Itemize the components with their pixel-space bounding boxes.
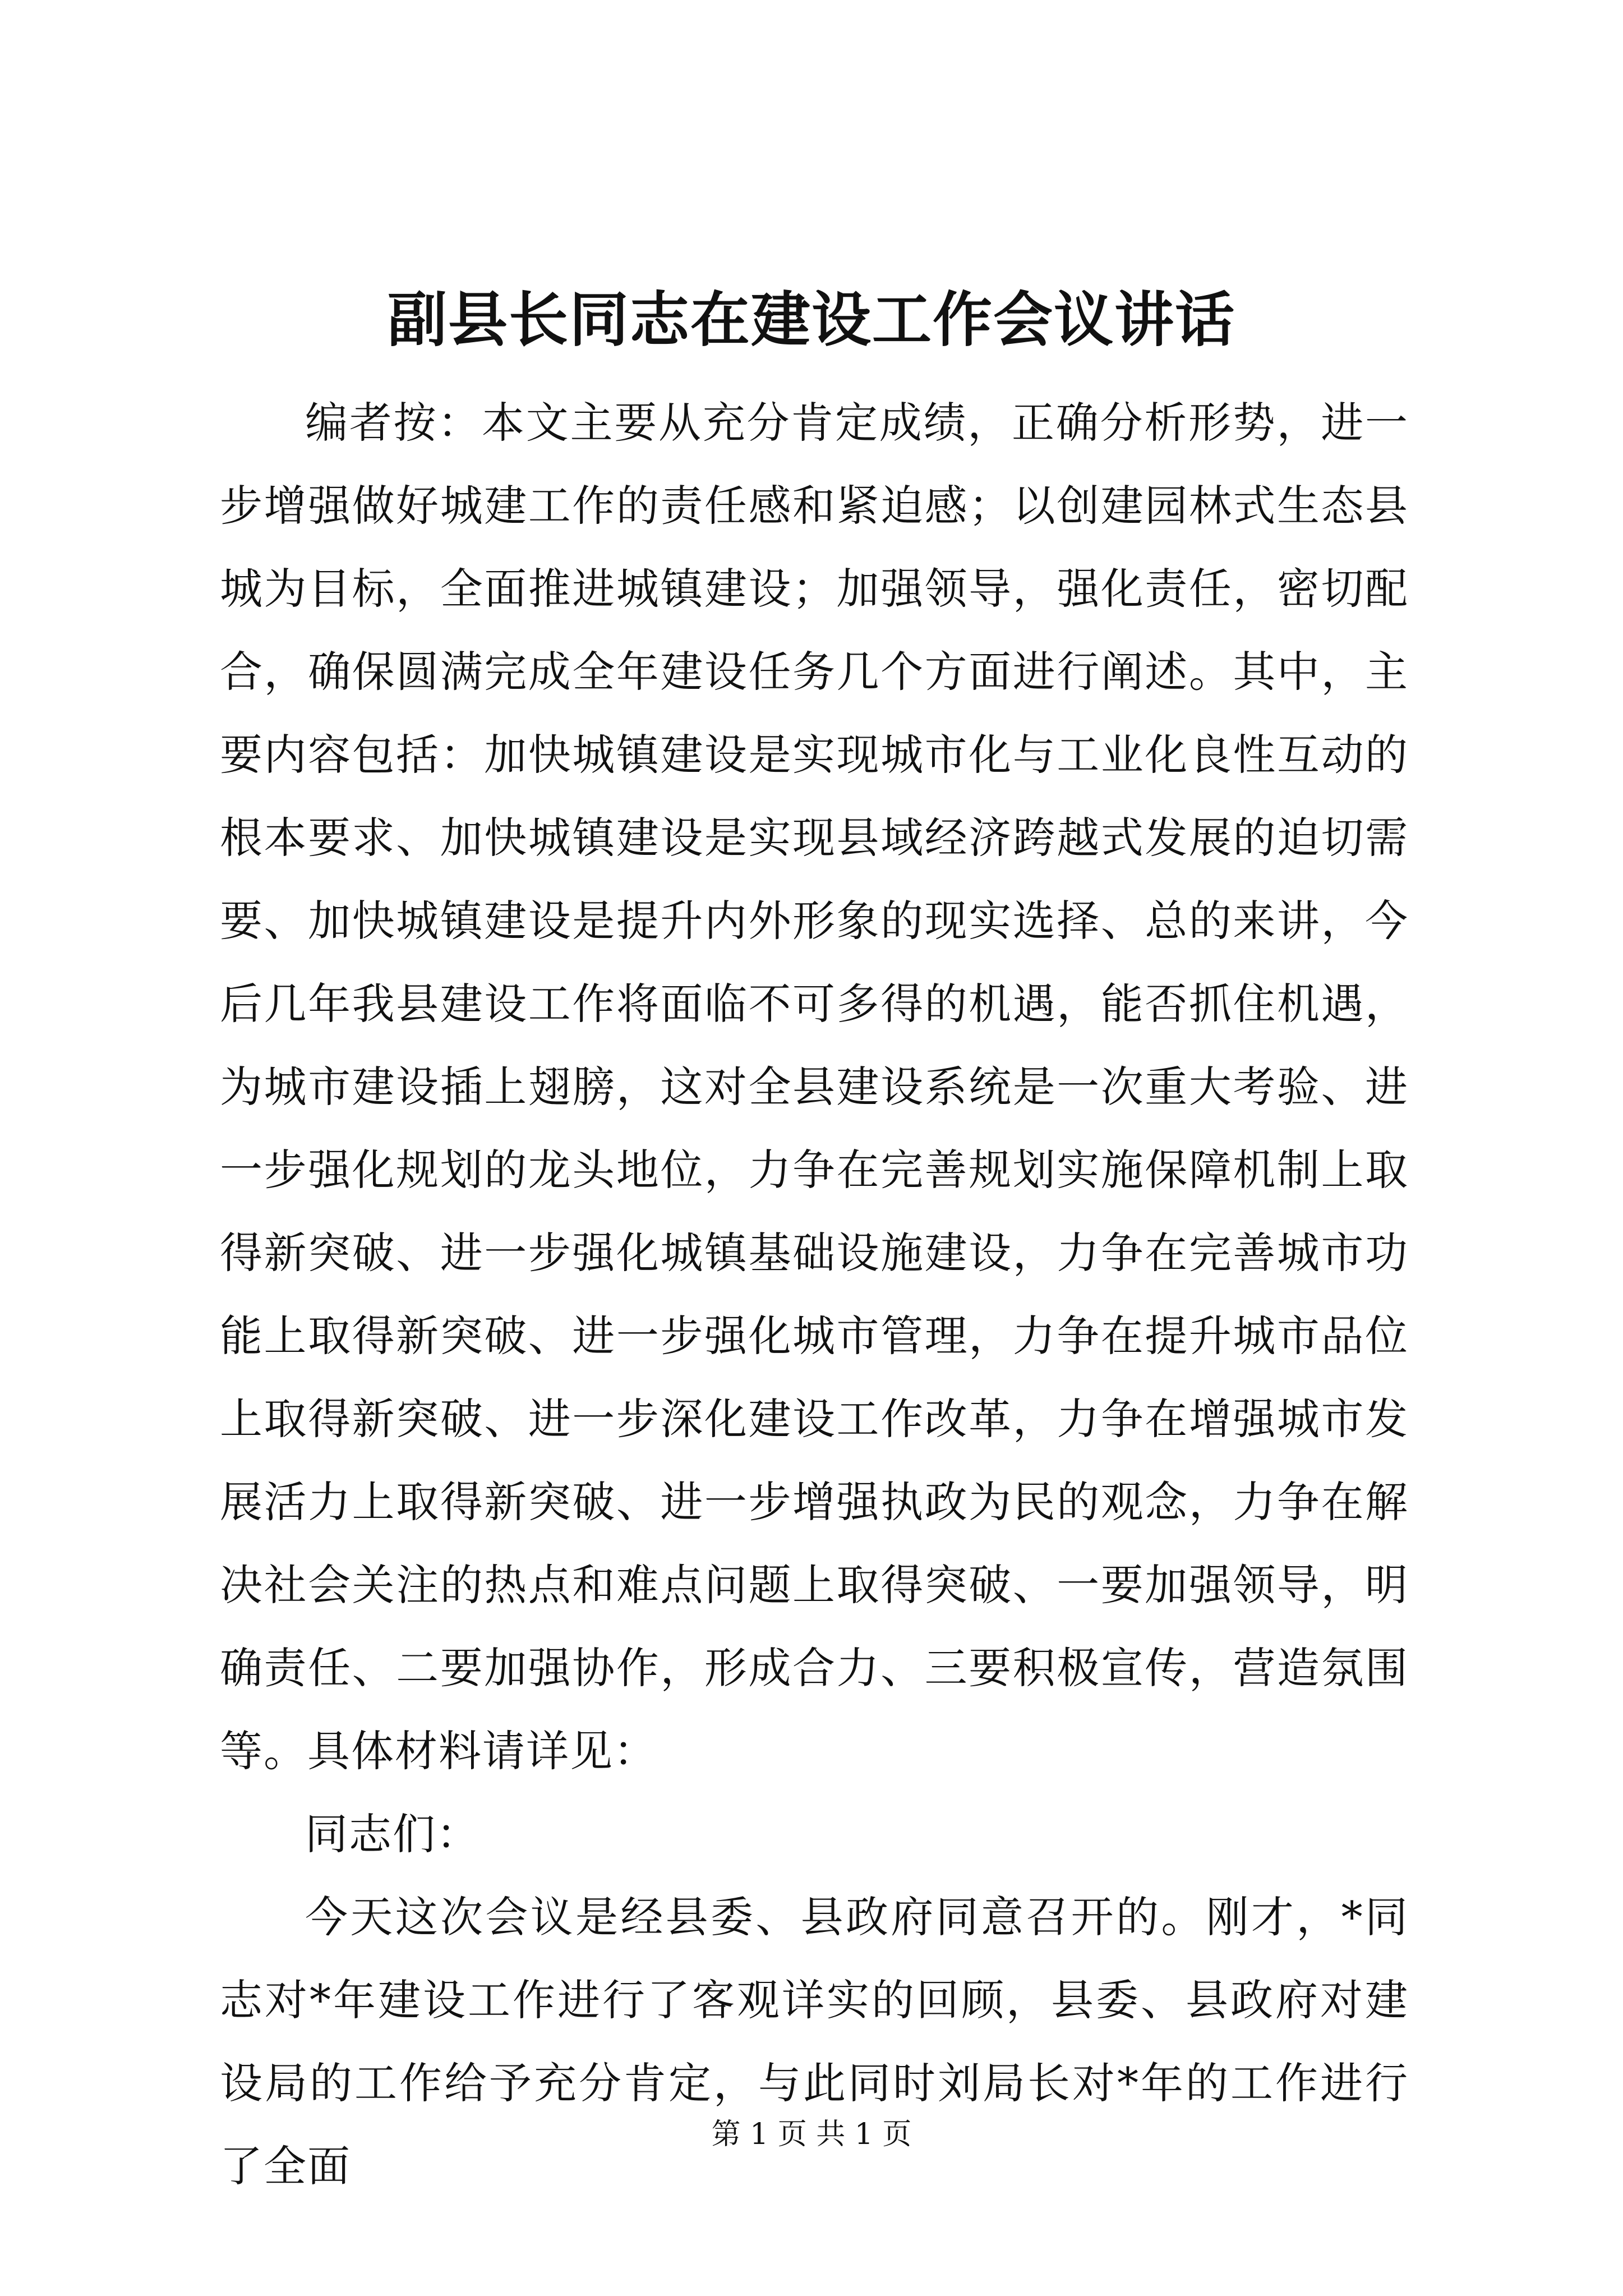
document-title: 副县长同志在建设工作会议讲话: [388, 284, 1235, 355]
editor-note-paragraph: 编者按：本文主要从充分肯定成绩，正确分析形势，进一步增强做好城建工作的责任感和紧迫感；以创建园林式生态县城为目标，全面推进城镇建设；加强领导，强化责任，密切配合，确保圆满完成全年建设任务几个方面进行阐述。其中，主要内容包括：加快城镇建设是实现城市化与工业化良性互动的根本要求、加快城镇建设是实现县域经济跨越式发展的迫切需要、加快城镇建设是提升内外形象的现实选择、总的来讲，今后几年我县建设工作将面临不可多得的机遇，能否抓住机遇，为城市建设插上翅膀，这对全县建设系统是一次重大考验、进一步强化规划的龙头地位，力争在完善规划实施保障机制上取得新突破、进一步强化城镇基础设施建设，力争在完善城市功能上取得新突破、进一步强化城市管理，力争在提升城市品位上取得新突破、进一步深化建设工作改革，力争在增强城市发展活力上取得新突破、进一步增强执政为民的观念，力争在解决社会关注的热点和难点问题上取得突破、一要加强领导，明确责任、二要加强协作，形成合力、三要积极宣传，营造氛围等。具体材料请详见：: [220, 398, 1409, 1776]
speech-paragraph: 今天这次会议是经县委、县政府同意召开的。刚才，*同志对*年建设工作进行了客观详实的回顾，县委、县政府对建设局的工作给予充分肯定，与此同时刘局长对*年的工作进行了全面: [220, 1892, 1409, 2191]
document-body: [220, 381, 1409, 2208]
salutation-paragraph: 同志们：: [305, 1809, 480, 1859]
page-footer: 第 1 页 共 1 页: [711, 2118, 912, 2151]
